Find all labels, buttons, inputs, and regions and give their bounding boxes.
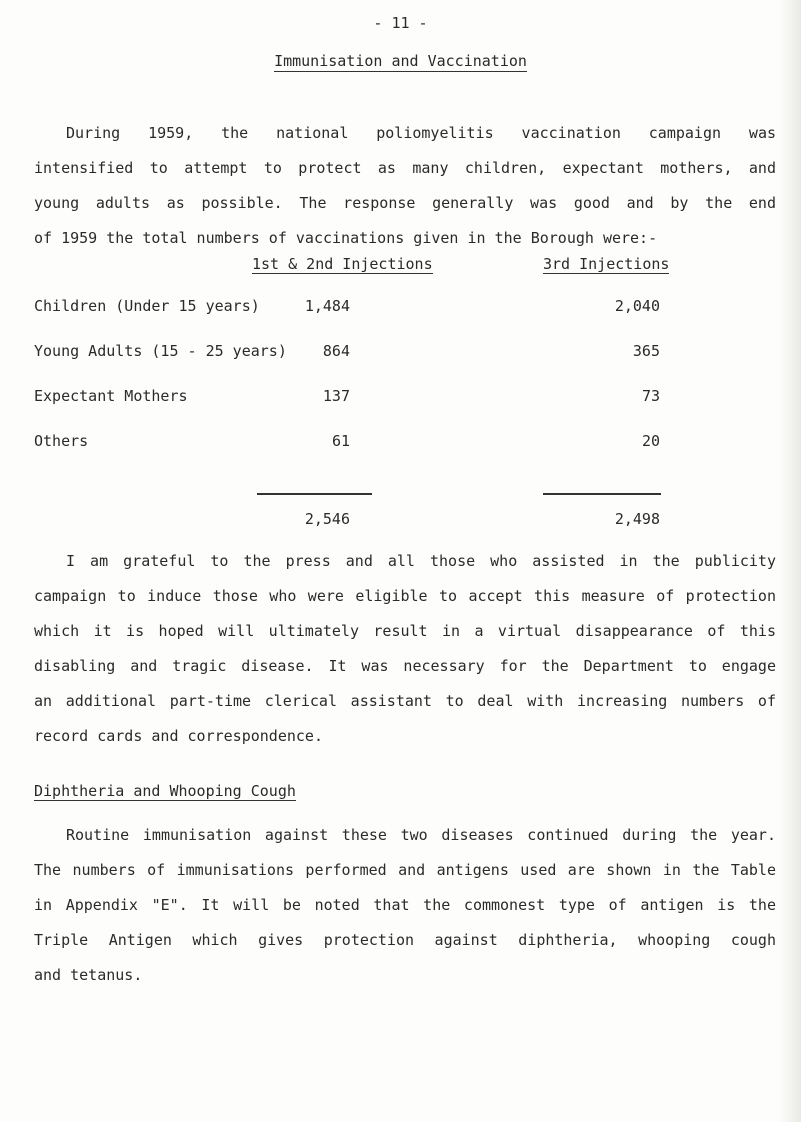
intro-line: During 1959, the national poliomyelitis vaccination campaign was	[66, 124, 776, 142]
row-third-value: 73	[641, 387, 660, 405]
gratitude-line: campaign to induce those who were eligible to accept this measure of protection	[34, 587, 776, 605]
gratitude-line: disabling and tragic disease. It was necessary for the Department to engage	[34, 657, 776, 675]
table-row	[34, 387, 754, 417]
row-first-second-value: 1,484	[304, 297, 350, 315]
row-first-second-value: 61	[331, 432, 350, 450]
routine-line: Triple Antigen which gives protection against diphtheria, whooping cough	[34, 931, 776, 949]
intro-line: of 1959 the total numbers of vaccinations given in the Borough were:-	[34, 229, 658, 247]
row-first-second-value: 137	[322, 387, 350, 405]
routine-line: Routine immunisation against these two diseases continued during the year.	[66, 826, 776, 844]
row-label: Children (Under 15 years)	[34, 297, 260, 315]
gratitude-line: record cards and correspondence.	[34, 727, 323, 745]
section-title	[0, 52, 801, 70]
row-label: Others	[34, 432, 89, 450]
table-row	[34, 432, 754, 462]
total-third: 2,498	[614, 510, 660, 528]
table-row	[34, 342, 754, 372]
section-title-text: Immunisation and Vaccination	[274, 52, 527, 70]
row-label: Young Adults (15 - 25 years)	[34, 342, 287, 360]
row-third-value: 365	[632, 342, 660, 360]
subheading	[34, 782, 296, 800]
gratitude-line: an additional part-time clerical assistant to deal with increasing numbers of	[34, 692, 776, 710]
total-rule-first-second	[257, 493, 372, 495]
table-header-first-second	[252, 255, 433, 273]
gratitude-line: I am grateful to the press and all those who assisted in the publicity	[66, 552, 776, 570]
total-first-second: 2,546	[304, 510, 350, 528]
table-header-first-second-text: 1st & 2nd Injections	[252, 255, 433, 273]
table-header-third-text: 3rd Injections	[543, 255, 670, 273]
gratitude-line: which it is hoped will ultimately result in a virtual disappearance of this	[34, 622, 776, 640]
routine-line: and tetanus.	[34, 966, 143, 984]
row-label: Expectant Mothers	[34, 387, 188, 405]
table-header-third	[543, 255, 669, 273]
intro-line: young adults as possible. The response generally was good and by the end	[34, 194, 776, 212]
page-number: - 11 -	[373, 14, 428, 32]
routine-line: The numbers of immunisations performed and antigens used are shown in the Table	[34, 861, 776, 879]
row-third-value: 20	[641, 432, 660, 450]
table-row	[34, 297, 754, 327]
routine-line: in Appendix "E". It will be noted that the commonest type of antigen is the	[34, 896, 776, 914]
intro-paragraph	[34, 116, 776, 256]
intro-line: intensified to attempt to protect as many children, expectant mothers, and	[34, 159, 776, 177]
subheading-text: Diphtheria and Whooping Cough	[34, 782, 296, 800]
routine-paragraph	[34, 818, 776, 993]
page-edge-shadow	[779, 0, 801, 1122]
row-first-second-value: 864	[322, 342, 350, 360]
row-third-value: 2,040	[614, 297, 660, 315]
gratitude-paragraph	[34, 544, 776, 754]
total-rule-third	[543, 493, 661, 495]
